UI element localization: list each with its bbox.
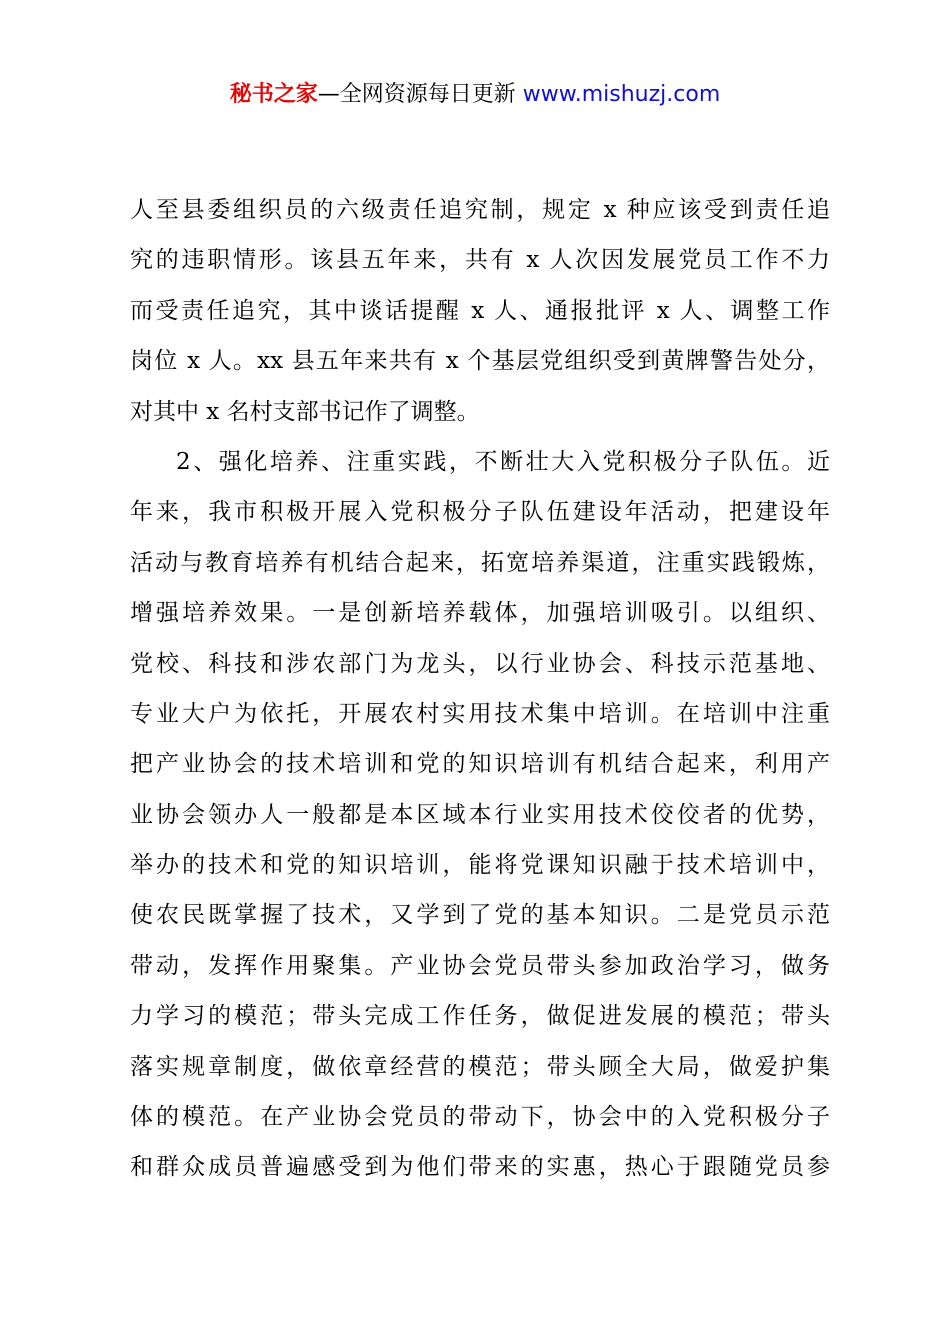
text-line: 专业大户为依托，开展农村实用技术集中培训。在培训中注重: [130, 700, 830, 727]
text-line: 而受责任追究，其中谈话提醒 x 人、通报批评 x 人、调整工作: [130, 297, 830, 324]
text-line: 对其中 x 名村支部书记作了调整。: [130, 398, 480, 425]
text-line: 带动，发挥作用聚集。产业协会党员带头参加政治学习，做务: [130, 952, 830, 979]
text-line: 力学习的模范；带头完成工作任务，做促进发展的模范；带头: [130, 1003, 830, 1030]
text-line: 落实规章制度，做依章经营的模范；带头顾全大局，做爱护集: [130, 1053, 830, 1080]
header-tagline: —全网资源每日更新: [317, 82, 523, 107]
text-line: 体的模范。在产业协会党员的带动下，协会中的入党积极分子: [130, 1104, 830, 1131]
text-line: 年来，我市积极开展入党积极分子队伍建设年活动，把建设年: [130, 499, 830, 526]
text-line: 党校、科技和涉农部门为龙头，以行业协会、科技示范基地、: [130, 650, 830, 677]
text-line: 增强培养效果。一是创新培养载体，加强培训吸引。以组织、: [130, 600, 830, 627]
text-line: 活动与教育培养有机结合起来，拓宽培养渠道，注重实践锻炼，: [130, 549, 830, 576]
text-line: 岗位 x 人。xx 县五年来共有 x 个基层党组织受到黄牌警告处分，: [130, 348, 830, 375]
text-line: 人至县委组织员的六级责任追究制，规定 x 种应该受到责任追: [130, 197, 830, 223]
text-line: 业协会领办人一般都是本区域本行业实用技术佼佼者的优势，: [130, 801, 830, 828]
paragraph-1: [130, 185, 830, 437]
header-url-link[interactable]: www.mishuzj.com: [522, 82, 721, 107]
text-line: 使农民既掌握了技术，又学到了党的基本知识。二是党员示范: [130, 902, 830, 929]
text-line: 和群众成员普遍感受到为他们带来的实惠，热心于跟随党员参: [130, 1154, 830, 1181]
text-line: 举办的技术和党的知识培训，能将党课知识融于技术培训中，: [130, 852, 830, 879]
text-line: 2、强化培养、注重实践，不断壮大入党积极分子队伍。近: [176, 448, 830, 475]
page-header: [0, 80, 950, 110]
header-brand: 秘书之家: [229, 82, 318, 107]
text-line: 究的违职情形。该县五年来，共有 x 人次因发展党员工作不力: [130, 247, 830, 274]
paragraph-2: [130, 437, 830, 1193]
text-line: 把产业协会的技术培训和党的知识培训有机结合起来，利用产: [130, 751, 830, 778]
document-body: [130, 185, 830, 1193]
